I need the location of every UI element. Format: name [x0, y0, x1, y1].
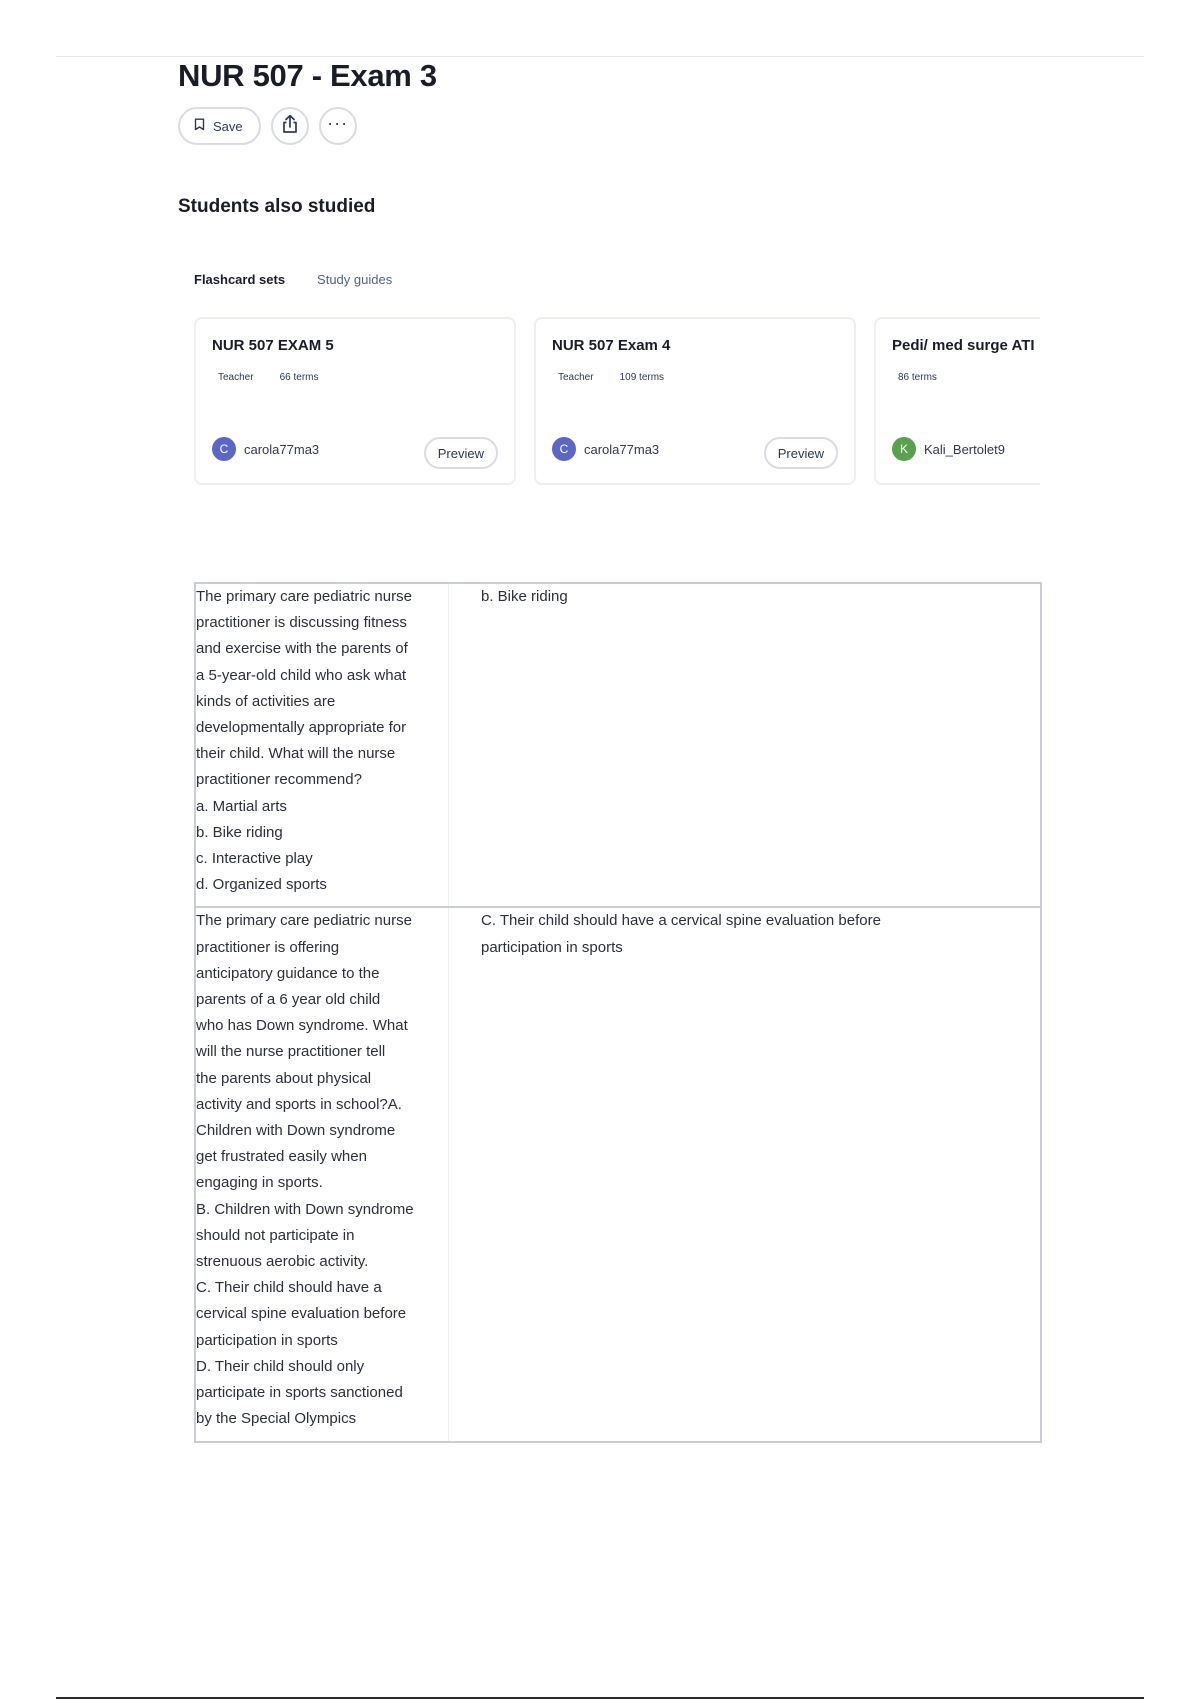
- definition-cell: [449, 583, 1042, 907]
- term-count: 86 terms: [898, 372, 937, 383]
- share-button[interactable]: [271, 107, 309, 145]
- term-line: should not participate in: [196, 1226, 355, 1244]
- term-line: practitioner is offering: [196, 938, 340, 956]
- term-count: 109 terms: [619, 372, 665, 383]
- term-line: will the nurse practitioner tell: [196, 1043, 386, 1061]
- term-line: practitioner recommend?: [196, 771, 362, 789]
- tab-flashcard-sets[interactable]: Flashcard sets: [194, 272, 286, 287]
- term-line: c. Interactive play: [196, 850, 313, 868]
- teacher-badge: Teacher: [218, 372, 254, 383]
- term-line: participation in sports: [196, 1331, 338, 1349]
- card-title: NUR 507 Exam 4: [552, 337, 671, 354]
- term-line: kinds of activities are: [196, 692, 336, 710]
- term-line: cervical spine evaluation before: [196, 1305, 407, 1323]
- term-line: strenuous aerobic activity.: [196, 1253, 369, 1271]
- term-cell: [195, 907, 449, 1441]
- username[interactable]: Kali_Bertolet9: [924, 441, 1005, 457]
- term-definition-table: [194, 582, 1042, 1443]
- term-line: parents of a 6 year old child: [196, 991, 381, 1009]
- term-line: anticipatory guidance to the: [196, 964, 380, 982]
- term-line: by the Special Olympics: [196, 1410, 357, 1428]
- teacher-badge: Teacher: [558, 372, 594, 383]
- term-line: the parents about physical: [196, 1069, 372, 1087]
- study-set-carousel: [194, 317, 1040, 487]
- more-options-button[interactable]: [319, 107, 357, 145]
- term-line: participate in sports sanctioned: [196, 1384, 403, 1402]
- term-line: C. Their child should have a: [196, 1279, 382, 1297]
- preview-button[interactable]: Preview: [764, 437, 838, 469]
- term-line: their child. What will the nurse: [196, 745, 396, 763]
- study-tabs: [194, 272, 392, 287]
- study-set-card[interactable]: [874, 317, 1040, 485]
- preview-button[interactable]: Preview: [424, 437, 498, 469]
- term-line: get frustrated easily when: [196, 1148, 367, 1166]
- term-line: activity and sports in school?A.: [196, 1095, 402, 1113]
- more-icon: ···: [327, 113, 349, 133]
- term-line: Children with Down syndrome: [196, 1122, 396, 1140]
- set-actions: [178, 107, 357, 145]
- card-title: NUR 507 EXAM 5: [212, 337, 334, 354]
- term-line: The primary care pediatric nurse: [196, 588, 412, 605]
- card-title: Pedi/ med surge ATI: [892, 337, 1035, 354]
- term-line: b. Bike riding: [196, 823, 283, 841]
- definition-line: participation in sports: [481, 938, 623, 956]
- term-line: developmentally appropriate for: [196, 719, 407, 737]
- term-line: a 5-year-old child who ask what: [196, 666, 407, 684]
- term-line: engaging in sports.: [196, 1174, 323, 1192]
- share-icon: [281, 114, 299, 139]
- bookmark-icon: [194, 118, 205, 134]
- term-line: who has Down syndrome. What: [196, 1017, 408, 1035]
- tab-study-guides[interactable]: Study guides: [317, 272, 393, 287]
- definition-cell: [449, 907, 1042, 1441]
- avatar: C: [212, 437, 236, 461]
- term-line: D. Their child should only: [196, 1357, 365, 1375]
- term-line: practitioner is discussing fitness: [196, 614, 407, 632]
- study-set-card[interactable]: [534, 317, 856, 485]
- avatar: K: [892, 437, 916, 461]
- definition-line: b. Bike riding: [481, 588, 568, 605]
- term-count: 66 terms: [279, 372, 319, 383]
- username[interactable]: carola77ma3: [244, 441, 320, 457]
- term-line: d. Organized sports: [196, 876, 327, 894]
- avatar: C: [552, 437, 576, 461]
- definition-line: C. Their child should have a cervical spine evaluation before: [481, 912, 881, 930]
- term-cell: [195, 583, 449, 907]
- term-line: and exercise with the parents of: [196, 640, 408, 658]
- page-title: NUR 507 - Exam 3: [178, 58, 437, 93]
- term-line: The primary care pediatric nurse: [196, 912, 412, 930]
- top-divider: [56, 56, 1144, 57]
- save-label: Save: [213, 118, 243, 134]
- term-line: B. Children with Down syndrome: [196, 1200, 414, 1218]
- bottom-divider: [56, 1697, 1144, 1699]
- username[interactable]: carola77ma3: [584, 441, 660, 457]
- table-row: [195, 583, 1041, 907]
- study-set-card[interactable]: [194, 317, 516, 485]
- section-title: Students also studied: [178, 196, 376, 217]
- save-button[interactable]: [178, 107, 261, 145]
- term-line: a. Martial arts: [196, 797, 287, 815]
- table-row: [195, 907, 1041, 1441]
